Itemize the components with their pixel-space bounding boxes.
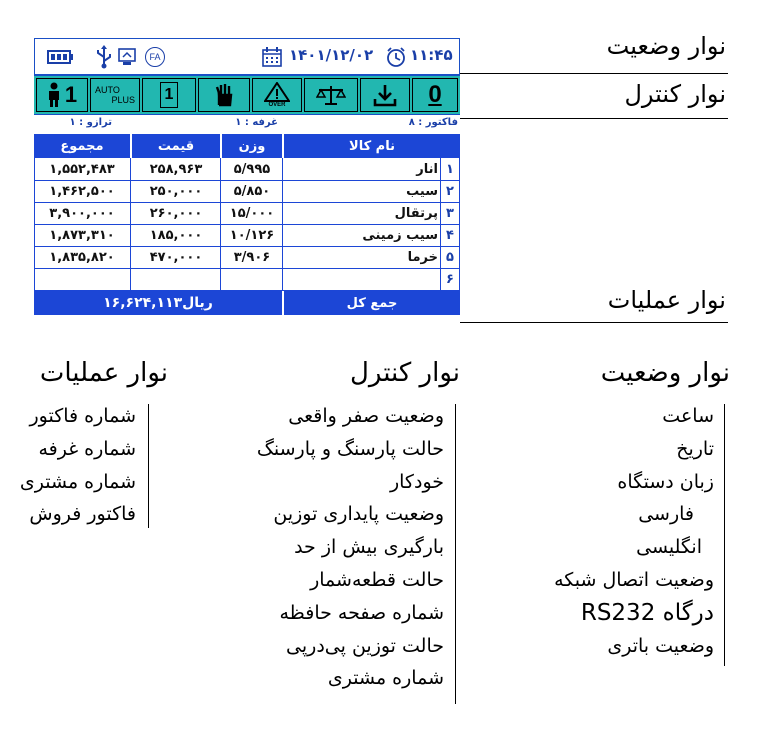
network-icon [117,47,139,67]
row-number: ۱ [446,161,454,177]
list-item: تاریخ [676,437,714,460]
control-column-list [257,400,444,695]
control-column-rule [455,404,456,704]
list-item: شماره صفحه حافظه [279,601,444,624]
row-weight: ۵/۹۹۵ [233,161,271,177]
list-item: خودکار [389,470,444,493]
battery-icon [47,50,75,64]
booth-number: غرفه : ۱ [235,117,278,128]
row-name: پرتقال [394,205,438,221]
status-column-list [554,400,714,662]
row-number: ۴ [446,227,454,243]
row-number: ۶ [446,271,454,287]
row-price: ۱۸۵,۰۰۰ [149,227,203,243]
row-number: ۳ [446,205,454,221]
row-weight: ۳/۹۰۶ [233,249,271,265]
plus-label: PLUS [111,95,135,105]
count-mode-cell [198,78,250,112]
row-weight: ۵/۸۵۰ [233,183,271,199]
page-cell [142,78,196,112]
header-weight: وزن [222,134,282,158]
overload-cell [252,78,302,112]
status-bar [34,38,460,75]
list-item: وضعیت اتصال شبکه [554,568,714,591]
operations-bar-rule [460,322,728,323]
row-total: ۱,۴۶۲,۵۰۰ [49,183,115,199]
control-bar-rule [460,118,728,119]
customer-number: 1 [64,82,78,107]
status-column-title: نوار وضعیت [600,358,730,388]
status-bar-rule [460,73,728,74]
list-item: زبان دستگاه [617,470,714,493]
row-price: ۴۷۰,۰۰۰ [149,249,203,265]
operations-column-title: نوار عملیات [39,358,168,388]
row-price: ۲۵۰,۰۰۰ [149,183,203,199]
list-item: انگلیسی [636,536,702,559]
row-name: خرما [407,249,438,265]
row-total: ۱,۵۵۲,۴۸۳ [49,161,115,177]
control-column-title: نوار کنترل [349,358,460,388]
row-price: ۲۵۸,۹۶۳ [149,161,203,177]
language-label: FA [149,52,161,62]
list-item: شماره فاکتور [29,405,136,427]
list-item: حالت پارسنگ و پارسنگ [256,437,444,460]
row-weight: ۱۰/۱۲۶ [229,227,275,243]
scale-icon [316,84,346,106]
page-number: 1 [164,86,174,103]
info-row [34,114,460,133]
time-text: ۱۱:۴۵ [410,46,453,64]
header-price: قیمت [132,134,220,158]
customer-cell [36,78,88,112]
list-item: ساعت [662,405,714,427]
row-weight: ۱۵/۰۰۰ [229,205,275,221]
grand-total-label: جمع کل [346,295,398,311]
row-total: ۳,۹۰۰,۰۰۰ [49,205,115,221]
operations-bar-label: نوار عملیات [607,286,726,314]
list-item: وضعیت باتری [607,634,714,657]
list-item: بارگیری بیش از حد [294,536,444,559]
language-icon [145,47,165,67]
list-item: شماره مشتری [19,470,136,493]
row-total: ۱,۸۳۵,۸۲۰ [49,249,115,265]
operations-column-rule [148,404,149,528]
list-item: شماره مشتری [327,667,444,690]
auto-label: AUTO [95,85,120,95]
list-item: حالت قطعه‌شمار [310,568,444,591]
document-icon [160,82,178,108]
list-item: حالت توزین پی‌درپی [286,634,444,657]
row-number: ۵ [446,249,454,265]
list-item: وضعیت صفر واقعی [288,405,444,427]
row-price: ۲۶۰,۰۰۰ [149,205,203,221]
row-name: انار [416,161,438,177]
items-table [34,134,460,324]
control-bar [34,75,460,115]
row-number: ۲ [446,183,454,199]
list-item: فارسی [638,503,694,526]
stability-cell [304,78,358,112]
control-bar-label: نوار کنترل [624,80,726,108]
calendar-icon [261,46,283,68]
tare-cell [360,78,410,112]
hand-icon [215,83,233,107]
list-item: شماره غرفه [38,437,136,460]
header-total: مجموع [34,134,130,158]
invoice-number: فاکتور : ۸ [408,117,458,128]
overload-warning-icon [264,82,290,102]
usb-icon [95,45,113,69]
row-name: سیب [406,183,438,199]
over-label: OVER [268,101,286,108]
list-item: وضعیت پایداری توزین [273,503,444,526]
list-item: درگاه RS232 [580,599,714,626]
scale-number: ترازو : ۱ [69,117,112,128]
download-icon [373,83,397,107]
status-bar-label: نوار وضعیت [606,32,726,60]
table-footer [34,291,460,315]
person-icon [47,82,61,108]
device-screen [34,38,460,324]
zero-cell [412,78,458,112]
operations-column-list [20,400,136,531]
row-total: ۱,۸۷۳,۳۱۰ [49,227,115,243]
date-text: ۱۴۰۱/۱۲/۰۲ [289,46,374,64]
header-name: نام کالا [284,134,460,158]
auto-plus-cell [90,78,140,112]
zero-label: 0 [428,81,442,108]
row-name: سیب زمینی [362,227,438,243]
clock-icon [385,46,407,68]
list-item: فاکتور فروش [29,503,136,526]
grand-total-value: ۱۶,۶۲۴,۱۱۳ریال [103,295,213,311]
status-column-rule [724,404,725,666]
